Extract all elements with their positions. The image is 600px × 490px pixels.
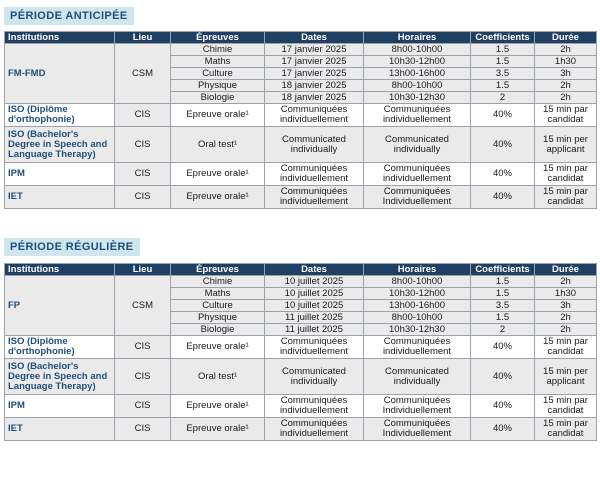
table-row bbox=[5, 163, 597, 186]
date-cell: 11 juillet 2025 bbox=[265, 312, 364, 324]
section-title-reguliere: PÉRIODE RÉGULIÈRE bbox=[4, 238, 140, 256]
coef-cell: 3.5 bbox=[471, 300, 535, 312]
date-cell: 10 juillet 2025 bbox=[265, 300, 364, 312]
coef-cell: 1.5 bbox=[471, 312, 535, 324]
duree-cell: 15 min par candidat bbox=[535, 163, 597, 186]
epreuve-cell: Chimie bbox=[171, 44, 265, 56]
institution-cell: IET bbox=[5, 418, 115, 441]
institution-cell: ISO (Bachelor's Degree in Speech and Language Therapy) bbox=[5, 359, 115, 395]
col-header-lieu: Lieu bbox=[115, 264, 171, 276]
institution-cell: ISO (Diplôme d'orthophonie) bbox=[5, 336, 115, 359]
lieu-cell: CIS bbox=[115, 336, 171, 359]
coef-cell: 1.5 bbox=[471, 288, 535, 300]
date-cell: 18 janvier 2025 bbox=[265, 92, 364, 104]
lieu-cell: CSM bbox=[115, 44, 171, 104]
date-cell: Communiquées individuellement bbox=[265, 395, 364, 418]
epreuve-cell: Biologie bbox=[171, 324, 265, 336]
date-cell: 10 juillet 2025 bbox=[265, 276, 364, 288]
lieu-cell: CIS bbox=[115, 104, 171, 127]
horaire-cell: Communicated individually bbox=[364, 359, 471, 395]
date-cell: Communiquées individuellement bbox=[265, 163, 364, 186]
table-row bbox=[5, 127, 597, 163]
date-cell: Communicated individually bbox=[265, 127, 364, 163]
epreuve-cell: Culture bbox=[171, 300, 265, 312]
epreuve-cell: Epreuve orale¹ bbox=[171, 395, 265, 418]
horaire-cell: 13h00-16h00 bbox=[364, 68, 471, 80]
institution-cell: ISO (Bachelor's Degree in Speech and Language Therapy) bbox=[5, 127, 115, 163]
lieu-cell: CIS bbox=[115, 163, 171, 186]
table-row bbox=[5, 186, 597, 209]
col-header-horaires: Horaires bbox=[364, 264, 471, 276]
section-title-anticipee: PÉRIODE ANTICIPÉE bbox=[4, 7, 134, 25]
epreuve-cell: Epreuve orale¹ bbox=[171, 418, 265, 441]
duree-cell: 1h30 bbox=[535, 288, 597, 300]
table-row bbox=[5, 44, 597, 56]
horaire-cell: 8h00-10h00 bbox=[364, 312, 471, 324]
table-row bbox=[5, 104, 597, 127]
coef-cell: 2 bbox=[471, 324, 535, 336]
duree-cell: 3h bbox=[535, 68, 597, 80]
duree-cell: 15 min per applicant bbox=[535, 127, 597, 163]
duree-cell: 2h bbox=[535, 44, 597, 56]
col-header-dates: Dates bbox=[265, 32, 364, 44]
institution-cell: IPM bbox=[5, 395, 115, 418]
col-header-coefficients: Coefficients bbox=[471, 264, 535, 276]
date-cell: Communiquées individuellement bbox=[265, 186, 364, 209]
duree-cell: 2h bbox=[535, 276, 597, 288]
date-cell: Communiquées individuellement bbox=[265, 336, 364, 359]
table-row bbox=[5, 418, 597, 441]
institution-cell: FM-FMD bbox=[5, 44, 115, 104]
coef-cell: 2 bbox=[471, 92, 535, 104]
epreuve-cell: Maths bbox=[171, 56, 265, 68]
coef-cell: 40% bbox=[471, 336, 535, 359]
lieu-cell: CIS bbox=[115, 186, 171, 209]
epreuve-cell: Epreuve orale¹ bbox=[171, 186, 265, 209]
table-row bbox=[5, 395, 597, 418]
col-header-epreuves: Épreuves bbox=[171, 32, 265, 44]
col-header-duree: Durée bbox=[535, 264, 597, 276]
horaire-cell: Communicated individually bbox=[364, 127, 471, 163]
col-header-institutions: Institutions bbox=[5, 32, 115, 44]
date-cell: Communiquées individuellement bbox=[265, 104, 364, 127]
duree-cell: 15 min par candidat bbox=[535, 418, 597, 441]
institution-cell: IPM bbox=[5, 163, 115, 186]
col-header-duree: Durée bbox=[535, 32, 597, 44]
coef-cell: 1.5 bbox=[471, 56, 535, 68]
horaire-cell: Communiquées Individuellement bbox=[364, 418, 471, 441]
duree-cell: 15 min par candidat bbox=[535, 336, 597, 359]
horaire-cell: 10h30-12h00 bbox=[364, 288, 471, 300]
epreuve-cell: Epreuve orale¹ bbox=[171, 163, 265, 186]
coef-cell: 40% bbox=[471, 359, 535, 395]
lieu-cell: CIS bbox=[115, 127, 171, 163]
horaire-cell: Communiquées individuellement bbox=[364, 104, 471, 127]
date-cell: 17 janvier 2025 bbox=[265, 56, 364, 68]
epreuve-cell: Physique bbox=[171, 312, 265, 324]
col-header-institutions: Institutions bbox=[5, 264, 115, 276]
epreuve-cell: Oral test¹ bbox=[171, 127, 265, 163]
epreuve-cell: Biologie bbox=[171, 92, 265, 104]
col-header-coefficients: Coefficients bbox=[471, 32, 535, 44]
institution-cell: FP bbox=[5, 276, 115, 336]
epreuve-cell: Chimie bbox=[171, 276, 265, 288]
duree-cell: 15 min par candidat bbox=[535, 104, 597, 127]
horaire-cell: Communiquées individuellement bbox=[364, 163, 471, 186]
coef-cell: 3.5 bbox=[471, 68, 535, 80]
table-anticipee bbox=[4, 31, 597, 209]
date-cell: 10 juillet 2025 bbox=[265, 288, 364, 300]
lieu-cell: CIS bbox=[115, 395, 171, 418]
duree-cell: 3h bbox=[535, 300, 597, 312]
date-cell: Communicated individually bbox=[265, 359, 364, 395]
horaire-cell: 10h30-12h30 bbox=[364, 324, 471, 336]
table-row bbox=[5, 336, 597, 359]
header-row bbox=[5, 32, 597, 44]
col-header-epreuves: Épreuves bbox=[171, 264, 265, 276]
duree-cell: 2h bbox=[535, 80, 597, 92]
epreuve-cell: Epreuve orale¹ bbox=[171, 336, 265, 359]
lieu-cell: CIS bbox=[115, 418, 171, 441]
duree-cell: 15 min per applicant bbox=[535, 359, 597, 395]
epreuve-cell: Epreuve orale¹ bbox=[171, 104, 265, 127]
date-cell: 17 janvier 2025 bbox=[265, 68, 364, 80]
lieu-cell: CIS bbox=[115, 359, 171, 395]
horaire-cell: 8h00-10h00 bbox=[364, 44, 471, 56]
date-cell: 17 janvier 2025 bbox=[265, 44, 364, 56]
institution-cell: IET bbox=[5, 186, 115, 209]
col-header-dates: Dates bbox=[265, 264, 364, 276]
duree-cell: 1h30 bbox=[535, 56, 597, 68]
coef-cell: 40% bbox=[471, 127, 535, 163]
coef-cell: 40% bbox=[471, 186, 535, 209]
lieu-cell: CSM bbox=[115, 276, 171, 336]
coef-cell: 1.5 bbox=[471, 80, 535, 92]
horaire-cell: 13h00-16h00 bbox=[364, 300, 471, 312]
epreuve-cell: Physique bbox=[171, 80, 265, 92]
table-reguliere bbox=[4, 263, 597, 441]
coef-cell: 1.5 bbox=[471, 44, 535, 56]
duree-cell: 2h bbox=[535, 312, 597, 324]
horaire-cell: 10h30-12h00 bbox=[364, 56, 471, 68]
col-header-lieu: Lieu bbox=[115, 32, 171, 44]
table-row bbox=[5, 359, 597, 395]
duree-cell: 15 min par candidat bbox=[535, 395, 597, 418]
table-row bbox=[5, 276, 597, 288]
date-cell: 11 juillet 2025 bbox=[265, 324, 364, 336]
coef-cell: 40% bbox=[471, 163, 535, 186]
coef-cell: 40% bbox=[471, 104, 535, 127]
duree-cell: 15 min par candidat bbox=[535, 186, 597, 209]
date-cell: 18 janvier 2025 bbox=[265, 80, 364, 92]
horaire-cell: Communiquées Individuellement bbox=[364, 186, 471, 209]
epreuve-cell: Culture bbox=[171, 68, 265, 80]
horaire-cell: 10h30-12h30 bbox=[364, 92, 471, 104]
coef-cell: 1.5 bbox=[471, 276, 535, 288]
duree-cell: 2h bbox=[535, 92, 597, 104]
header-row bbox=[5, 264, 597, 276]
epreuve-cell: Maths bbox=[171, 288, 265, 300]
duree-cell: 2h bbox=[535, 324, 597, 336]
col-header-horaires: Horaires bbox=[364, 32, 471, 44]
horaire-cell: Communiquées Individuellement bbox=[364, 395, 471, 418]
coef-cell: 40% bbox=[471, 395, 535, 418]
institution-cell: ISO (Diplôme d'orthophonie) bbox=[5, 104, 115, 127]
horaire-cell: 8h00-10h00 bbox=[364, 80, 471, 92]
epreuve-cell: Oral test¹ bbox=[171, 359, 265, 395]
horaire-cell: 8h00-10h00 bbox=[364, 276, 471, 288]
coef-cell: 40% bbox=[471, 418, 535, 441]
horaire-cell: Communiquées individuellement bbox=[364, 336, 471, 359]
date-cell: Communiquées individuellement bbox=[265, 418, 364, 441]
